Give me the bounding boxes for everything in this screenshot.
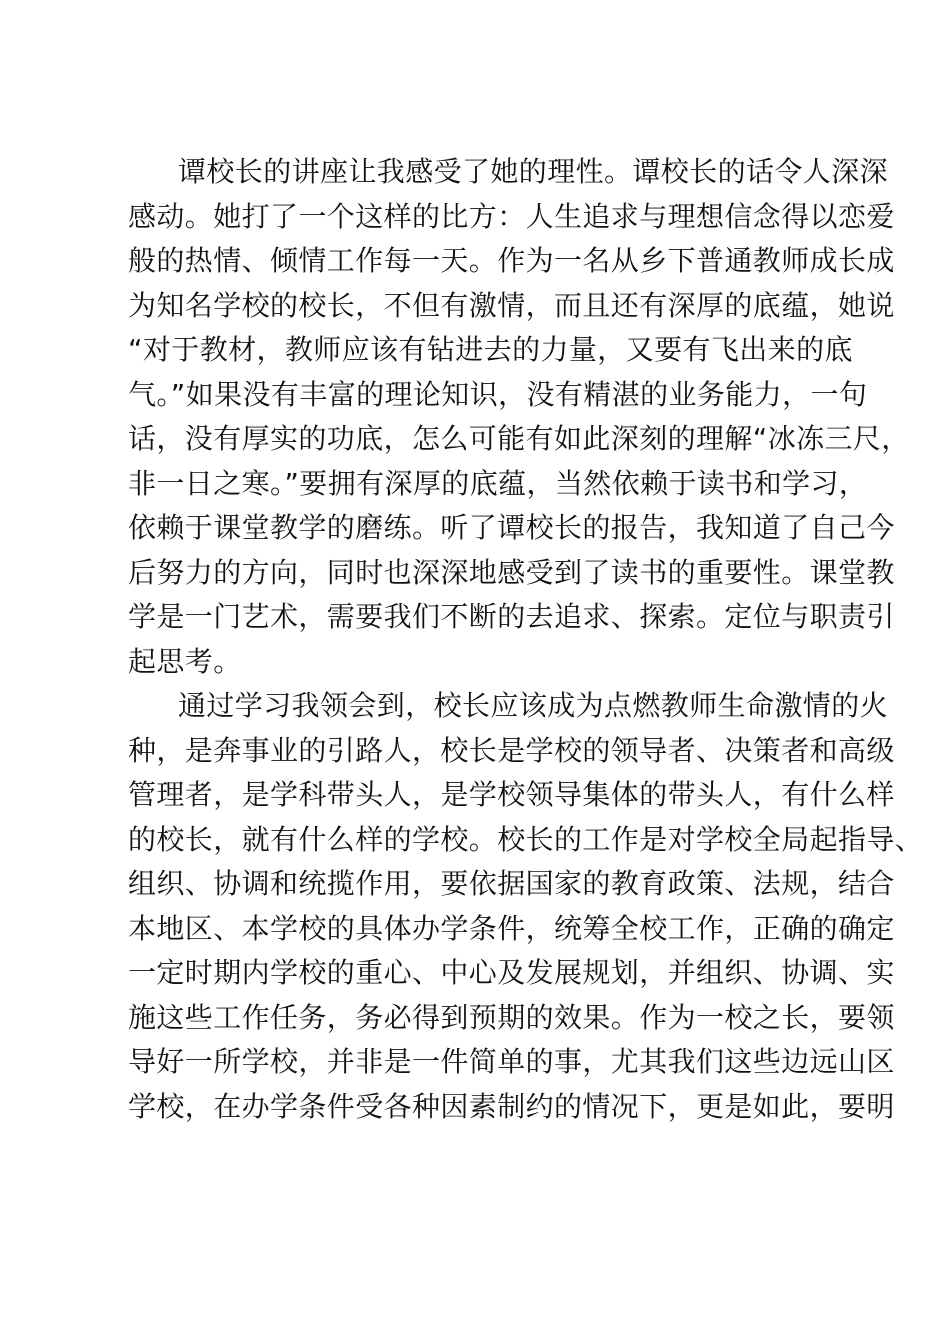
paragraph-1-line-12: 起思考。 — [128, 644, 242, 678]
paragraph-1-line-8: 非一日之寒。”要拥有深厚的底蕴，当然依赖于读书和学习， — [128, 466, 868, 500]
paragraph-2-line-9: 导好一所学校，并非是一件简单的事，尤其我们这些边远山区 — [128, 1045, 895, 1078]
body-text — [128, 150, 924, 1129]
paragraph-1-line-5: “对于教材，教师应该有钻进去的力量，又要有飞出来的底 — [128, 333, 853, 366]
paragraph-2-line-4: 的校长，就有什么样的学校。校长的工作是对学校全局起指导、 — [128, 822, 924, 856]
paragraph-2-line-2: 种，是奔事业的引路人，校长是学校的领导者、决策者和高级 — [128, 733, 895, 767]
paragraph-2-line-1: 通过学习我领会到，校长应该成为点燃教师生命激情的火 — [178, 689, 889, 722]
paragraph-1-line-4: 为知名学校的校长，不但有激情，而且还有深厚的底蕴，她说 — [128, 288, 895, 322]
paragraph-2-line-8: 施这些工作任务，务必得到预期的效果。作为一校之长，要领 — [128, 1000, 895, 1034]
paragraph-2-line-6: 本地区、本学校的具体办学条件，统筹全校工作，正确的确定 — [128, 911, 895, 945]
paragraph-1-line-11: 学是一门艺术，需要我们不断的去追求、探索。定位与职责引 — [128, 600, 895, 633]
paragraph-2-line-3: 管理者，是学科带头人，是学校领导集体的带头人，有什么样 — [128, 778, 895, 811]
paragraph-1-line-7: 话，没有厚实的功底，怎么可能有如此深刻的理解“冰冻三尺， — [128, 422, 910, 455]
paragraph-1-line-9: 依赖于课堂教学的磨练。听了谭校长的报告，我知道了自己今 — [128, 511, 895, 544]
paragraph-2-line-5: 组织、协调和统揽作用，要依据国家的教育政策、法规，结合 — [128, 867, 895, 900]
paragraph-1-line-1: 谭校长的讲座让我感受了她的理性。谭校长的话令人深深 — [178, 155, 889, 188]
paragraph-1-line-6: 气。”如果没有丰富的理论知识，没有精湛的业务能力，一句 — [128, 377, 868, 411]
paragraph-2-line-10: 学校，在办学条件受各种因素制约的情况下，更是如此，要明 — [128, 1089, 895, 1123]
paragraph-1-line-3: 般的热情、倾情工作每一天。作为一名从乡下普通教师成长成 — [128, 244, 895, 277]
paragraph-1-line-10: 后努力的方向，同时也深深地感受到了读书的重要性。课堂教 — [128, 555, 895, 589]
paragraph-1-line-2: 感动。她打了一个这样的比方：人生追求与理想信念得以恋爱 — [128, 199, 895, 233]
paragraph-2-line-7: 一定时期内学校的重心、中心及发展规划，并组织、协调、实 — [128, 956, 895, 989]
